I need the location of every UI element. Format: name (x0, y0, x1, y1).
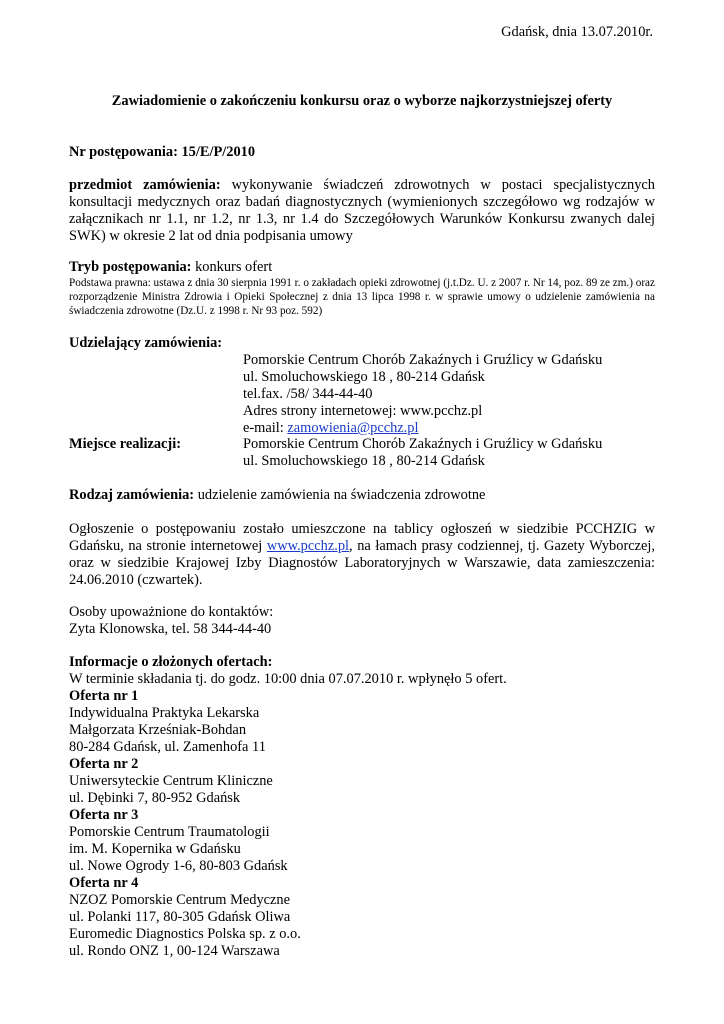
location-address: ul. Smoluchowskiego 18 , 80-214 Gdańsk (243, 453, 485, 469)
offer-line: ul. Nowe Ogrody 1-6, 80-803 Gdańsk (69, 858, 288, 874)
offer-line: NZOZ Pomorskie Centrum Medyczne (69, 892, 291, 908)
subject-paragraph (69, 177, 655, 245)
contacts-section (69, 604, 655, 638)
contracting-name: Pomorskie Centrum Chorób Zakaźnych i Gruźlicy w Gdańsku (243, 352, 603, 368)
mode-line (69, 259, 655, 276)
offers-summary: W terminie składania tj. do godz. 10:00 dnia 07.07.2010 r. wpłynęło 5 ofert. (69, 671, 507, 687)
contracting-email-line (243, 420, 663, 437)
announcement-paragraph (69, 521, 655, 589)
offer-line: ul. Polanki 117, 80-305 Gdańsk Oliwa (69, 909, 291, 925)
contracting-label: Udzielający zamówienia: (69, 335, 223, 351)
document-title: Zawiadomienie o zakończeniu konkursu oraz o wyborze najkorzystniejszej oferty (111, 93, 613, 109)
order-type-value: udzielenie zamówienia na świadczenia zdrowotne (197, 487, 486, 503)
legal-basis: Podstawa prawna: ustawa z dnia 30 sierpnia 1991 r. o zakładach opieki zdrowotnej (j.t.Dz. U. z 2007 r. Nr 14, poz. 89 ze zm.) oraz rozporządzenie Ministra Zdrowia i Opieki Społecznej z dnia 13 lipca 1998 r. w sprawie umowy o udzielenie zamówienia na świadczenia zdrowotne (Dz.U. z 1998 r. Nr 93 poz. 592) (69, 277, 655, 317)
contracting-details (243, 352, 663, 437)
offer-line: 80-284 Gdańsk, ul. Zamenhofa 11 (69, 739, 266, 755)
offer-title: Oferta nr 1 (69, 688, 139, 704)
location-name: Pomorskie Centrum Chorób Zakaźnych i Gruźlicy w Gdańsku (243, 436, 603, 452)
offer-line: im. M. Kopernika w Gdańsku (69, 841, 241, 857)
announcement-text-1: Ogłoszenie o postępowaniu zostało umieszczone na tablicy ogłoszeń w siedzibie PCCHZIG w Gdańsku, na stronie internetowej (69, 521, 655, 554)
mode-value: konkurs ofert (195, 259, 273, 275)
offer-line: Małgorzata Krześniak-Bohdan (69, 722, 247, 738)
offer-title: Oferta nr 3 (69, 807, 139, 823)
email-link[interactable]: zamowienia@pcchz.pl (287, 420, 419, 436)
order-type-label: Rodzaj zamówienia: (69, 487, 195, 503)
announcement-text-2: , na łamach prasy codziennej, tj. Gazety Wyborczej, oraz w siedzibie Krajowej Izby Diagnostów Laboratoryjnych w Warszawie, data zamieszczenia: 24.06.2010 (czwartek). (69, 538, 655, 588)
contacts-label: Osoby upoważnione do kontaktów: (69, 604, 274, 620)
offer-line: Indywidualna Praktyka Lekarska (69, 705, 260, 721)
offer-line: Euromedic Diagnostics Polska sp. z o.o. (69, 926, 301, 942)
email-prefix: e-mail: (243, 420, 288, 436)
offer-line: Pomorskie Centrum Traumatologii (69, 824, 270, 840)
contracting-address: ul. Smoluchowskiego 18 , 80-214 Gdańsk (243, 369, 485, 385)
offer-title: Oferta nr 2 (69, 756, 139, 772)
offers-section (69, 654, 655, 960)
location-label: Miejsce realizacji: (69, 436, 181, 452)
offer-line: Uniwersyteckie Centrum Kliniczne (69, 773, 273, 789)
offers-label: Informacje o złożonych ofertach: (69, 654, 273, 670)
procedure-number-label: Nr postępowania: (69, 144, 178, 160)
contacts-person: Zyta Klonowska, tel. 58 344-44-40 (69, 621, 272, 637)
subject-text: wykonywanie świadczeń zdrowotnych w postaci specjalistycznych konsultacji medycznych oraz badań diagnostycznych (wymienionych szczegółowo wg rodzajów w załącznikach nr 1.1, nr 1.2, nr 1.3, nr 1.4 do Szczegółowych Warunków Konkursu zwanych dalej SWK) w okresie 2 lat od dnia podpisania umowy (69, 177, 655, 244)
procedure-number (69, 144, 655, 161)
contracting-website: Adres strony internetowej: www.pcchz.pl (243, 403, 483, 419)
contracting-section (69, 335, 655, 352)
date-line: Gdańsk, dnia 13.07.2010r. (501, 24, 653, 40)
order-type (69, 487, 655, 504)
location-details (243, 436, 663, 470)
subject-label: przedmiot zamówienia: (69, 177, 221, 193)
offer-line: ul. Dębinki 7, 80-952 Gdańsk (69, 790, 241, 806)
mode-label: Tryb postępowania: (69, 259, 192, 275)
offer-line: ul. Rondo ONZ 1, 00-124 Warszawa (69, 943, 280, 959)
offer-title: Oferta nr 4 (69, 875, 139, 891)
contracting-phone: tel.fax. /58/ 344-44-40 (243, 386, 373, 402)
website-link[interactable]: www.pcchz.pl (266, 538, 350, 554)
procedure-number-value: 15/E/P/2010 (181, 144, 256, 160)
